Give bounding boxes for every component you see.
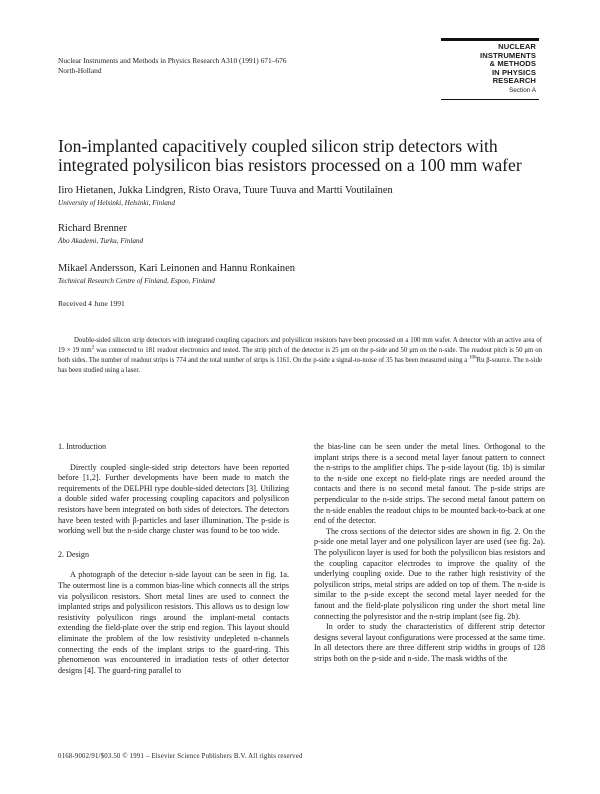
- affiliation-3: Technical Research Centre of Finland, Espoo, Finland: [58, 277, 215, 285]
- paper-title: Ion-implanted capacitively coupled silicon strip detectors with integrated polysilicon bias resistors processed on a 100 mm wafer: [58, 136, 522, 175]
- cross-section-paragraph: The cross sections of the detector sides are shown in fig. 2. On the p-side one metal layer and one polysilicon layer are used (see fig. 2a). The polysilicon layer is used for both the polysilicon bias resistors and the coupling capacitor electrodes to improve the quality of the underlying coupling oxide. Due to the rather high resistivity of the polysilicon strips, metal strips are added on top of them. The n-side is similar to the p-side except the second metal layer needed for the fanout and the field-plate polysilicon ring under the short metal line connecting the polyresistor and the n-strip implant (see fig. 2b).: [314, 526, 545, 621]
- author-group-3: Mikael Andersson, Kari Leinonen and Hannu Ronkainen: [58, 263, 295, 274]
- author-group-1: Iiro Hietanen, Jukka Lindgren, Risto Orava, Tuure Tuuva and Martti Voutilainen: [58, 185, 393, 196]
- copyright-footer: 0168-9002/91/$03.50 © 1991 – Elsevier Science Publishers B.V. All rights reserved: [58, 753, 303, 760]
- publisher-line: North-Holland: [58, 66, 102, 75]
- abstract-sup-1: 2: [91, 345, 95, 351]
- logo-line-5: RESEARCH: [492, 76, 536, 86]
- logo-section: Section A: [508, 86, 536, 94]
- received-date: Received 4 June 1991: [58, 299, 125, 308]
- abstract-text-3: Ru β-source. The n-side has been studied using a laser.: [58, 356, 542, 374]
- abstract: [58, 336, 542, 376]
- journal-logo: [441, 38, 539, 100]
- author-group-2: Richard Brenner: [58, 223, 127, 234]
- affiliation-2: Åbo Akademi, Turku, Finland: [58, 237, 144, 245]
- abstract-sup-2: 106: [469, 355, 477, 361]
- abstract-text-1: Double-sided silicon strip detectors with integrated coupling capacitors and polysilicon resistors have been processed on a 100 mm wafer. A detector with an active area of 19 × 19 mm: [58, 337, 542, 354]
- logo-line-3: & METHODS: [489, 59, 536, 69]
- section-heading-design: 2. Design: [58, 549, 90, 559]
- journal-citation: [58, 56, 398, 76]
- design-continued-paragraph: the bias-line can be seen under the metal lines. Orthogonal to the implant strips there is a second metal layer fanout pattern to connect the n-strips to the amplifier chips. The p-side layout (fig. 1b) is similar to the n-side one except no field-plate rings are needed around the contacts and there is no second metal fanout. The p-side strips are perpendicular to the n-side strips. The second metal fanout pattern on the n-side enables the readout chips to be mounted back-to-back at one end of the detector.: [314, 442, 545, 526]
- abstract-text-2: was connected to 181 readout electronics and tested. The strip pitch of the detector is 25 μm on the p-side and 50 μm on the n-side. The readout pitch is 50 μm on both sides. The number of readout strips is 774 and the total number of strips is 1161. On the p-side a signal-to-noise of 35 has been measured using a: [58, 346, 542, 364]
- logo-line-2: INSTRUMENTS: [480, 50, 536, 60]
- left-column: [58, 442, 289, 676]
- logo-line-4: IN PHYSICS: [491, 67, 536, 77]
- introduction-paragraph: Directly coupled single-sided strip detectors have been reported before [1,2]. Further developments have been made to match the requirements of the DELPHI type double-sided detectors [3]. Utilizing a double sided wafer processing coupling capacitors and polysilicon resistors have been integrated on both sides of detectors. The detectors have been tested with β-particles and laser illumination. The p-side is working well but the n-side charge cluster was found to be too wide.: [58, 462, 289, 536]
- layout-configuration-paragraph: In order to study the characteristics of different strip detector designs several layout configurations were processed at the same time. In all detectors there are three different strip widths in groups of 128 strips both on the p-side and n-side. The mask widths of the: [314, 622, 545, 663]
- affiliation-1: University of Helsinki, Helsinki, Finland: [58, 199, 175, 207]
- journal-line: Nuclear Instruments and Methods in Physics Research A310 (1991) 671–676: [58, 56, 287, 65]
- design-paragraph: A photograph of the detector n-side layout can be seen in fig. 1a. The outermost line is a common bias-line which connects all the strips via polysilicon resistors. Short metal lines are used to connect the implanted strips and polysilicon resistors. This allows us to design low resistivity polysilicon rings around the implant-metal contacts extending the field-plate over the strip end region. This layout should eliminate the problem of the low resistivity undepleted n-channels connecting the ends of the implant strips to the guard-ring. This phenomenon was encountered in irradiation tests of other detector designs [4]. The guard-ring parallel to: [58, 570, 289, 675]
- right-column: [314, 442, 545, 664]
- logo-line-1: NUCLEAR: [498, 42, 536, 51]
- section-heading-introduction: 1. Introduction: [58, 442, 107, 451]
